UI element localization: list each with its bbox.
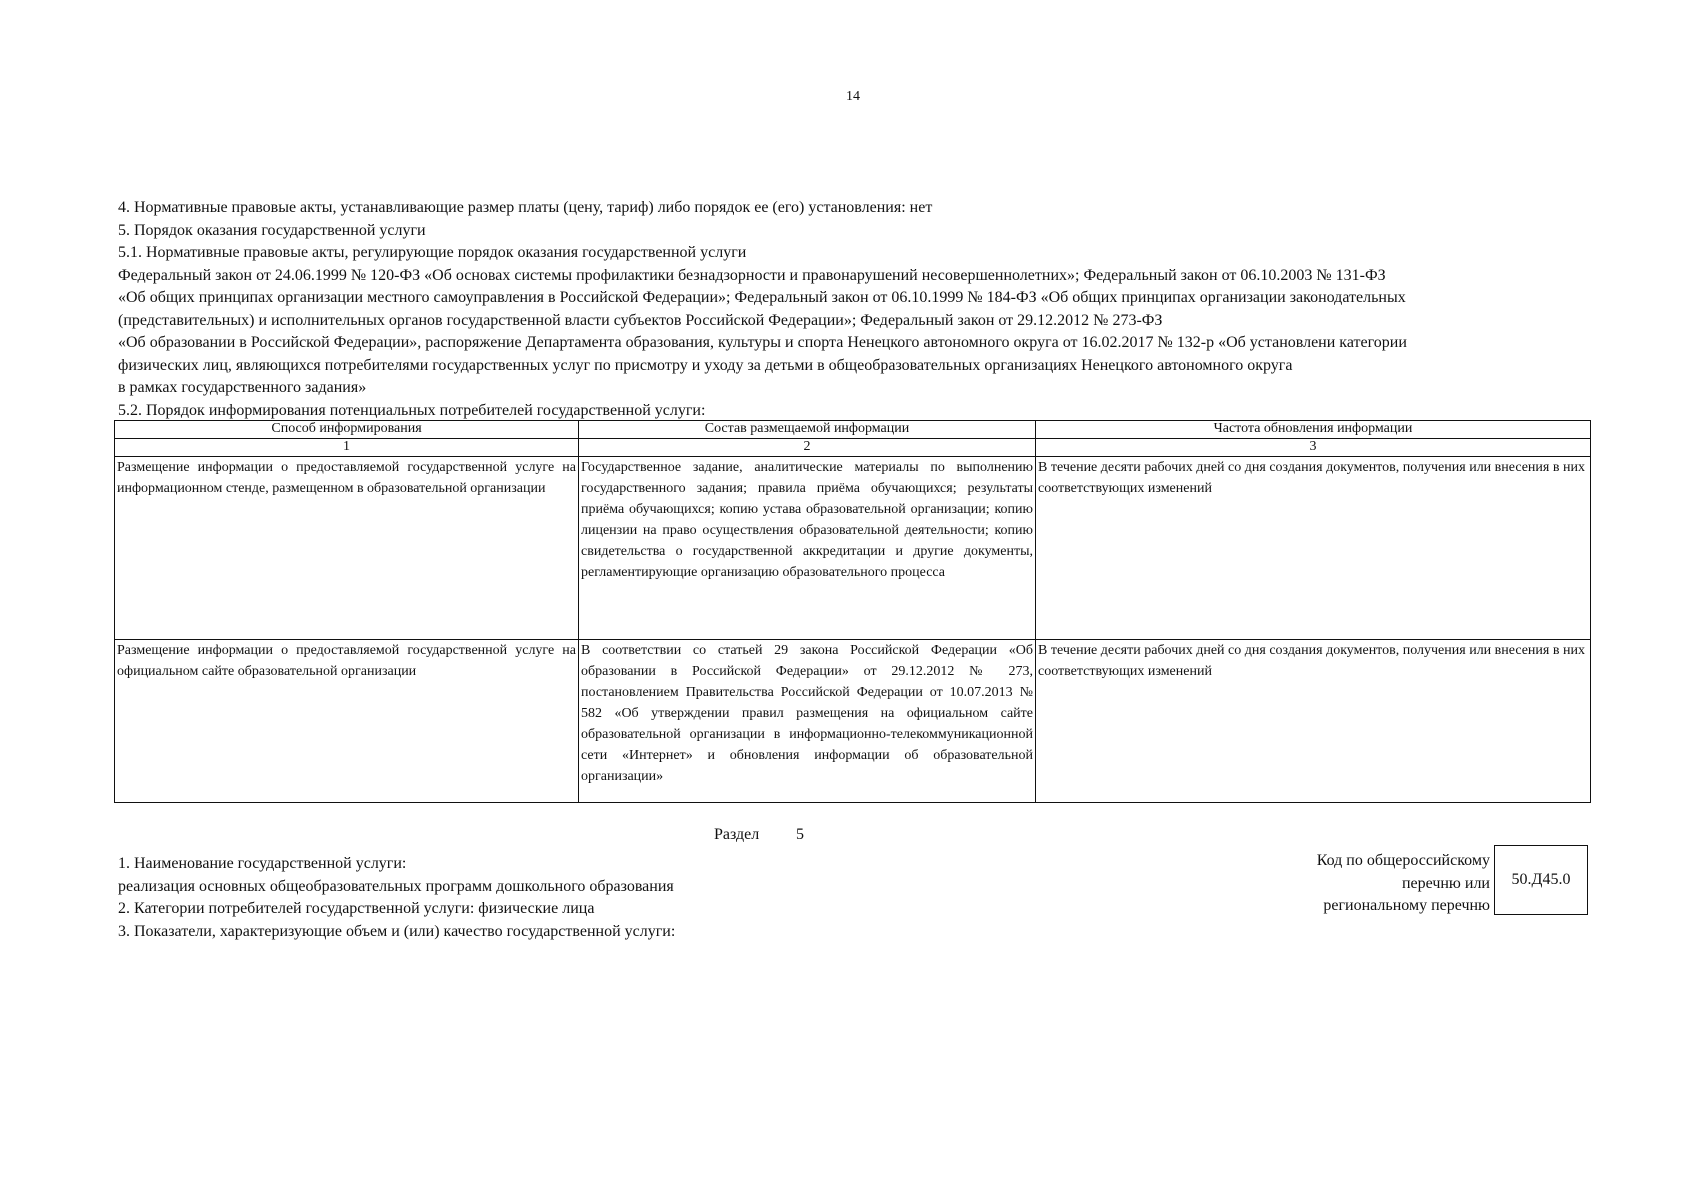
column-number: 1 bbox=[115, 439, 579, 457]
lower-line: реализация основных общеобразовательных программ дошкольного образования bbox=[118, 877, 674, 895]
code-label-line: региональному перечню bbox=[1323, 897, 1490, 914]
table-row bbox=[115, 640, 1591, 803]
header-method: Способ информирования bbox=[115, 421, 579, 439]
cell-method: Размещение информации о предоставляемой государственной услуге на официальном сайте образовательной организации bbox=[115, 640, 579, 803]
cell-frequency: В течение десяти рабочих дней со дня создания документов, получения или внесения в них соответствующих изменений bbox=[1036, 457, 1591, 640]
column-number: 3 bbox=[1036, 439, 1591, 457]
lower-line: 3. Показатели, характеризующие объем и (или) качество государственной услуги: bbox=[118, 922, 676, 940]
table-number-row bbox=[115, 439, 1591, 457]
code-label-line: Код по общероссийскому bbox=[1316, 852, 1490, 869]
intro-line: 5.2. Порядок информирования потенциальных потребителей государственной услуги: bbox=[118, 401, 706, 419]
section-label: Раздел bbox=[714, 826, 760, 843]
intro-line: 5.1. Нормативные правовые акты, регулирующие порядок оказания государственной услуги bbox=[118, 244, 747, 261]
intro-line: «Об общих принципах организации местного самоуправления в Российской Федерации»; Федеральный закон от 06.10.1999 № 184-ФЗ «Об общих принципах организации законодательных bbox=[118, 289, 1406, 306]
intro-line: 5. Порядок оказания государственной услуги bbox=[118, 221, 426, 239]
table-header-row bbox=[115, 421, 1591, 439]
cell-method: Размещение информации о предоставляемой государственной услуге на информационном стенде, размещенном в образовательной организации bbox=[115, 457, 579, 640]
intro-line: (представительных) и исполнительных органов государственной власти субъектов Российской Федерации»; Федеральный закон от 29.12.2012 № 273-ФЗ bbox=[118, 311, 1163, 329]
code-value-box bbox=[1494, 845, 1588, 915]
intro-line: Федеральный закон от 24.06.1999 № 120-ФЗ «Об основах системы профилактики безнадзорности и правонарушений несовершеннолетних»; Федеральный закон от 06.10.2003 № 131-ФЗ bbox=[118, 266, 1386, 284]
intro-line: «Об образовании в Российской Федерации», распоряжение Департамента образования, культуры и спорта Ненецкого автономного округа от 16.02.2017 № 132-р «Об установлени категории bbox=[118, 334, 1407, 351]
lower-line: 1. Наименование государственной услуги: bbox=[118, 855, 407, 872]
header-frequency: Частота обновления информации bbox=[1036, 421, 1591, 439]
cell-frequency: В течение десяти рабочих дней со дня создания документов, получения или внесения в них соответствующих изменений bbox=[1036, 640, 1591, 803]
table-row bbox=[115, 457, 1591, 640]
intro-line: в рамках государственного задания» bbox=[118, 379, 367, 396]
intro-line: физических лиц, являющихся потребителями государственных услуг по присмотру и уходу за детьми в общеобразовательных организациях Ненецкого автономного округа bbox=[118, 356, 1293, 374]
lower-line: 2. Категории потребителей государственной услуги: физические лица bbox=[118, 900, 595, 917]
code-value: 50.Д45.0 bbox=[1511, 871, 1571, 888]
cell-content: Государственное задание, аналитические материалы по выполнению государственного задания; правила приёма обучающихся; результаты приёма обучающихся; копию устава образовательной организации; копию лицензии на право осуществления образовательной деятельности; копию свидетельства о государственной аккредитации и другие документы, регламентирующие организацию образовательного процесса bbox=[579, 457, 1036, 640]
information-table bbox=[114, 420, 1591, 803]
intro-line: 4. Нормативные правовые акты, устанавливающие размер платы (цену, тариф) либо порядок ее (его) установления: нет bbox=[118, 199, 933, 216]
intro-text bbox=[118, 197, 1598, 422]
cell-content: В соответствии со статьей 29 закона Российской Федерации «Об образовании в Российской Федерации» от 29.12.2012 № 273, постановлением Правительства Российской Федерации от 10.07.2013 № 582 «Об утверждении правил размещения на официальном сайте образовательной организации в информационно-телекоммуникационной сети «Интернет» и обновления информации об образовательной организации» bbox=[579, 640, 1036, 803]
code-label-line: перечню или bbox=[1401, 874, 1490, 892]
header-content: Состав размещаемой информации bbox=[579, 421, 1036, 439]
code-label bbox=[1270, 850, 1490, 918]
column-number: 2 bbox=[579, 439, 1036, 457]
section-number: 5 bbox=[796, 826, 804, 843]
lower-text bbox=[118, 853, 675, 943]
page-number: 14 bbox=[846, 89, 860, 104]
